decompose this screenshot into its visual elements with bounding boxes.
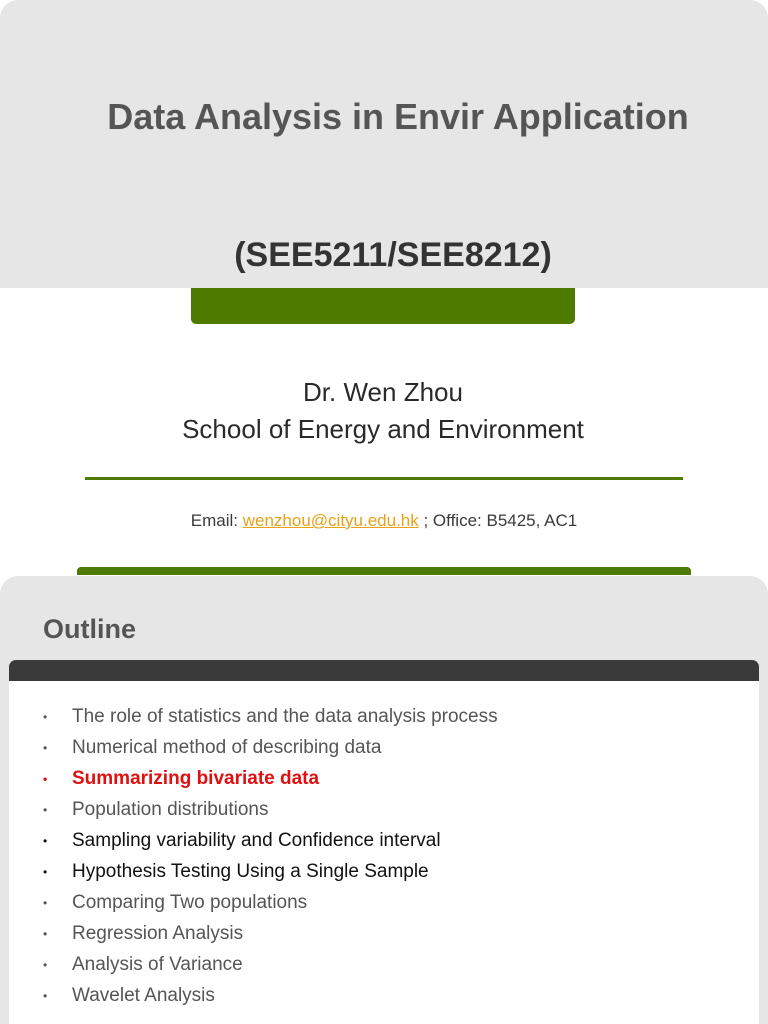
- contact-line: [0, 511, 768, 531]
- bullet-icon: •: [43, 958, 48, 972]
- list-item-label: The role of statistics and the data analysis process: [72, 706, 498, 727]
- list-item-label: Comparing Two populations: [72, 892, 308, 913]
- accent-bar-top: [191, 288, 575, 324]
- list-item-label: Numerical method of describing data: [72, 737, 382, 758]
- list-item-label: Wavelet Analysis: [72, 985, 215, 1006]
- accent-divider: [85, 477, 683, 480]
- bullet-icon: •: [43, 803, 48, 817]
- outline-header-band: [9, 660, 759, 682]
- contact-suffix: ; Office: B5425, AC1: [418, 511, 578, 530]
- list-item-label: Hypothesis Testing Using a Single Sample: [72, 861, 429, 882]
- bullet-icon: •: [43, 772, 48, 786]
- list-item-label: Analysis of Variance: [72, 954, 243, 975]
- contact-prefix: Email:: [190, 511, 243, 530]
- bullet-icon: •: [43, 741, 48, 755]
- outline-slide: [0, 576, 768, 1024]
- author-school: School of Energy and Environment: [182, 414, 584, 444]
- accent-bar-bottom: [77, 567, 691, 575]
- outline-content: [9, 681, 759, 1024]
- bullet-icon: •: [43, 710, 48, 724]
- outline-title: Outline: [43, 614, 136, 644]
- course-code: (SEE5211/SEE8212): [234, 236, 552, 274]
- list-item-label: Summarizing bivariate data: [72, 768, 320, 789]
- bullet-icon: •: [43, 927, 48, 941]
- list-item-label: Sampling variability and Confidence interval: [72, 830, 441, 851]
- bullet-icon: •: [43, 896, 48, 910]
- email-link[interactable]: wenzhou@cityu.edu.hk: [242, 511, 419, 530]
- list-item-label: Regression Analysis: [72, 923, 244, 944]
- bullet-icon: •: [43, 834, 48, 848]
- author-name: Dr. Wen Zhou: [303, 377, 463, 407]
- bullet-icon: •: [43, 865, 48, 879]
- presentation-title: Data Analysis in Envir Application: [107, 96, 689, 137]
- bullet-icon: •: [43, 989, 48, 1003]
- list-item-label: Population distributions: [72, 799, 269, 820]
